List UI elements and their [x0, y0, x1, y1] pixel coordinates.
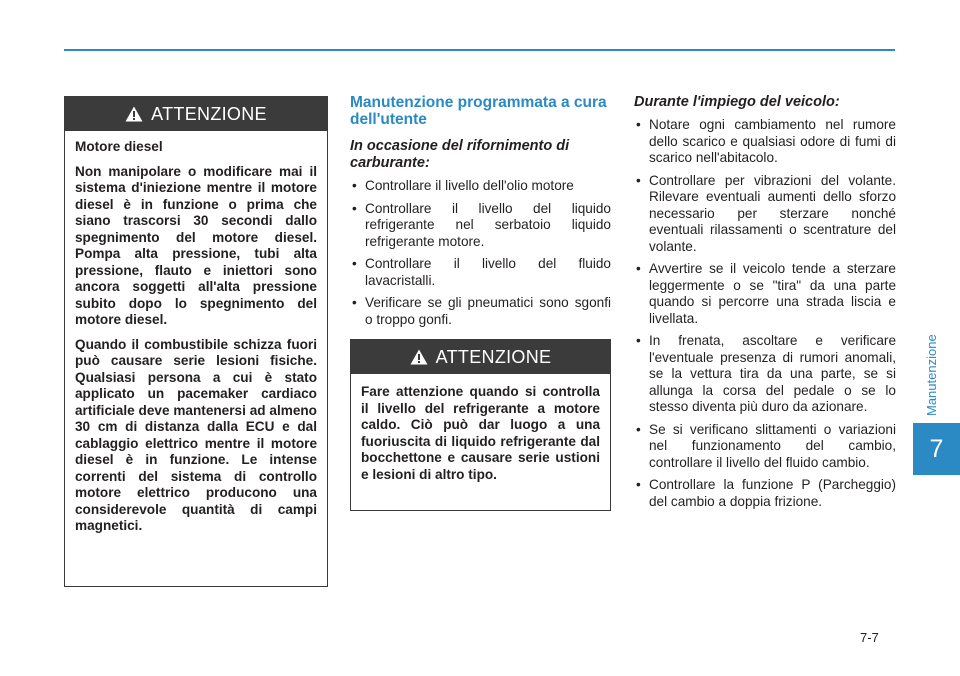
section-title: Manutenzione programmata a cura dell'utente: [350, 94, 607, 128]
maintenance-section: [350, 94, 611, 334]
list-item: • Controllare il livello dell'olio motore: [350, 178, 611, 195]
warning-paragraph: Quando il combustibile schizza fuori può causare serie lesioni fisiche. Qualsiasi persona a cui è stato applicato un pacemaker cardiaco artificiale deve mantenersi ad almeno 30 cm di distanza dalla ECU e dal cablaggio elettrico mentre il motore diesel è in funzione. Le intense correnti del sistema di controllo motore elettrico producono una considerevole quantità di campi magnetici.: [75, 336, 317, 533]
driving-title: Durante l'impiego del veicolo:: [634, 94, 840, 110]
warning-header: [65, 97, 327, 131]
warning-paragraph: Non manipolare o modificare mai il sistema d'iniezione mentre il motore diesel è in funzione o prima che siano trascorsi 30 secondi dallo spegnimento del motore diesel. Pompa alta pressione, tubi alta pressione, flauto e iniettori sono ancora soggetti all'alta pressione subito dopo lo spegnimento del motore diesel.: [75, 163, 317, 327]
list-item: • Controllare la funzione P (Parcheggio) del cambio a doppia frizione.: [634, 477, 896, 510]
list-item: • Controllare il livello del fluido lavacristalli.: [350, 256, 611, 289]
warning-triangle-icon: [410, 349, 428, 365]
driving-section: [634, 94, 896, 516]
list-item: • Controllare il livello del liquido refrigerante nel serbatoio liquido refrigerante motore.: [350, 201, 611, 251]
driving-check-list: [634, 117, 896, 510]
list-item: • Verificare se gli pneumatici sono sgonfi o troppo gonfi.: [350, 295, 611, 328]
chapter-side-label: Manutenzione: [924, 334, 939, 416]
list-item: • In frenata, ascoltare e verificare l'eventuale presenza di rumori anomali, se la vettura tira da una parte, se si allunga la corsa del pedale o se lo stesso diventa più duro da azionare.: [634, 333, 896, 416]
warning-header-label: ATTENZIONE: [151, 103, 267, 124]
refuel-check-list: [350, 178, 611, 328]
warning-triangle-icon: [125, 106, 143, 122]
list-item: • Controllare per vibrazioni del volante. Rilevare eventuali aumenti dello sforzo necessario per sterzare nonché eventuali rilassamenti o scentrature del volante.: [634, 173, 896, 256]
warning-title: Motore diesel: [75, 139, 163, 154]
warning-box-diesel: [64, 96, 328, 587]
section-subtitle: In occasione del rifornimento di carburante:: [350, 138, 570, 171]
page-number: 7-7: [860, 630, 879, 645]
warning-header-label: ATTENZIONE: [435, 346, 552, 367]
list-item: • Avvertire se il veicolo tende a sterzare leggermente o se "tira" da una parte quando si percorre una strada liscia e livellata.: [634, 261, 896, 327]
warning-header: [351, 340, 610, 374]
list-item: • Notare ogni cambiamento nel rumore dello scarico e qualsiasi odore di fumi di scarico nell'abitacolo.: [634, 117, 896, 167]
warning-box-coolant: [350, 339, 611, 511]
warning-paragraph: Fare attenzione quando si controlla il livello del refrigerante a motore caldo. Ciò può dar luogo a una fuoriuscita di liquido refrigerante dal bocchettone e causare serie ustioni e lesioni di altro tipo.: [361, 384, 600, 482]
list-item: • Se si verificano slittamenti o variazioni nel funzionamento del cambio, controllare il livello del fluido cambio.: [634, 422, 896, 472]
header-rule: [64, 49, 895, 51]
chapter-tab: 7: [913, 423, 960, 475]
